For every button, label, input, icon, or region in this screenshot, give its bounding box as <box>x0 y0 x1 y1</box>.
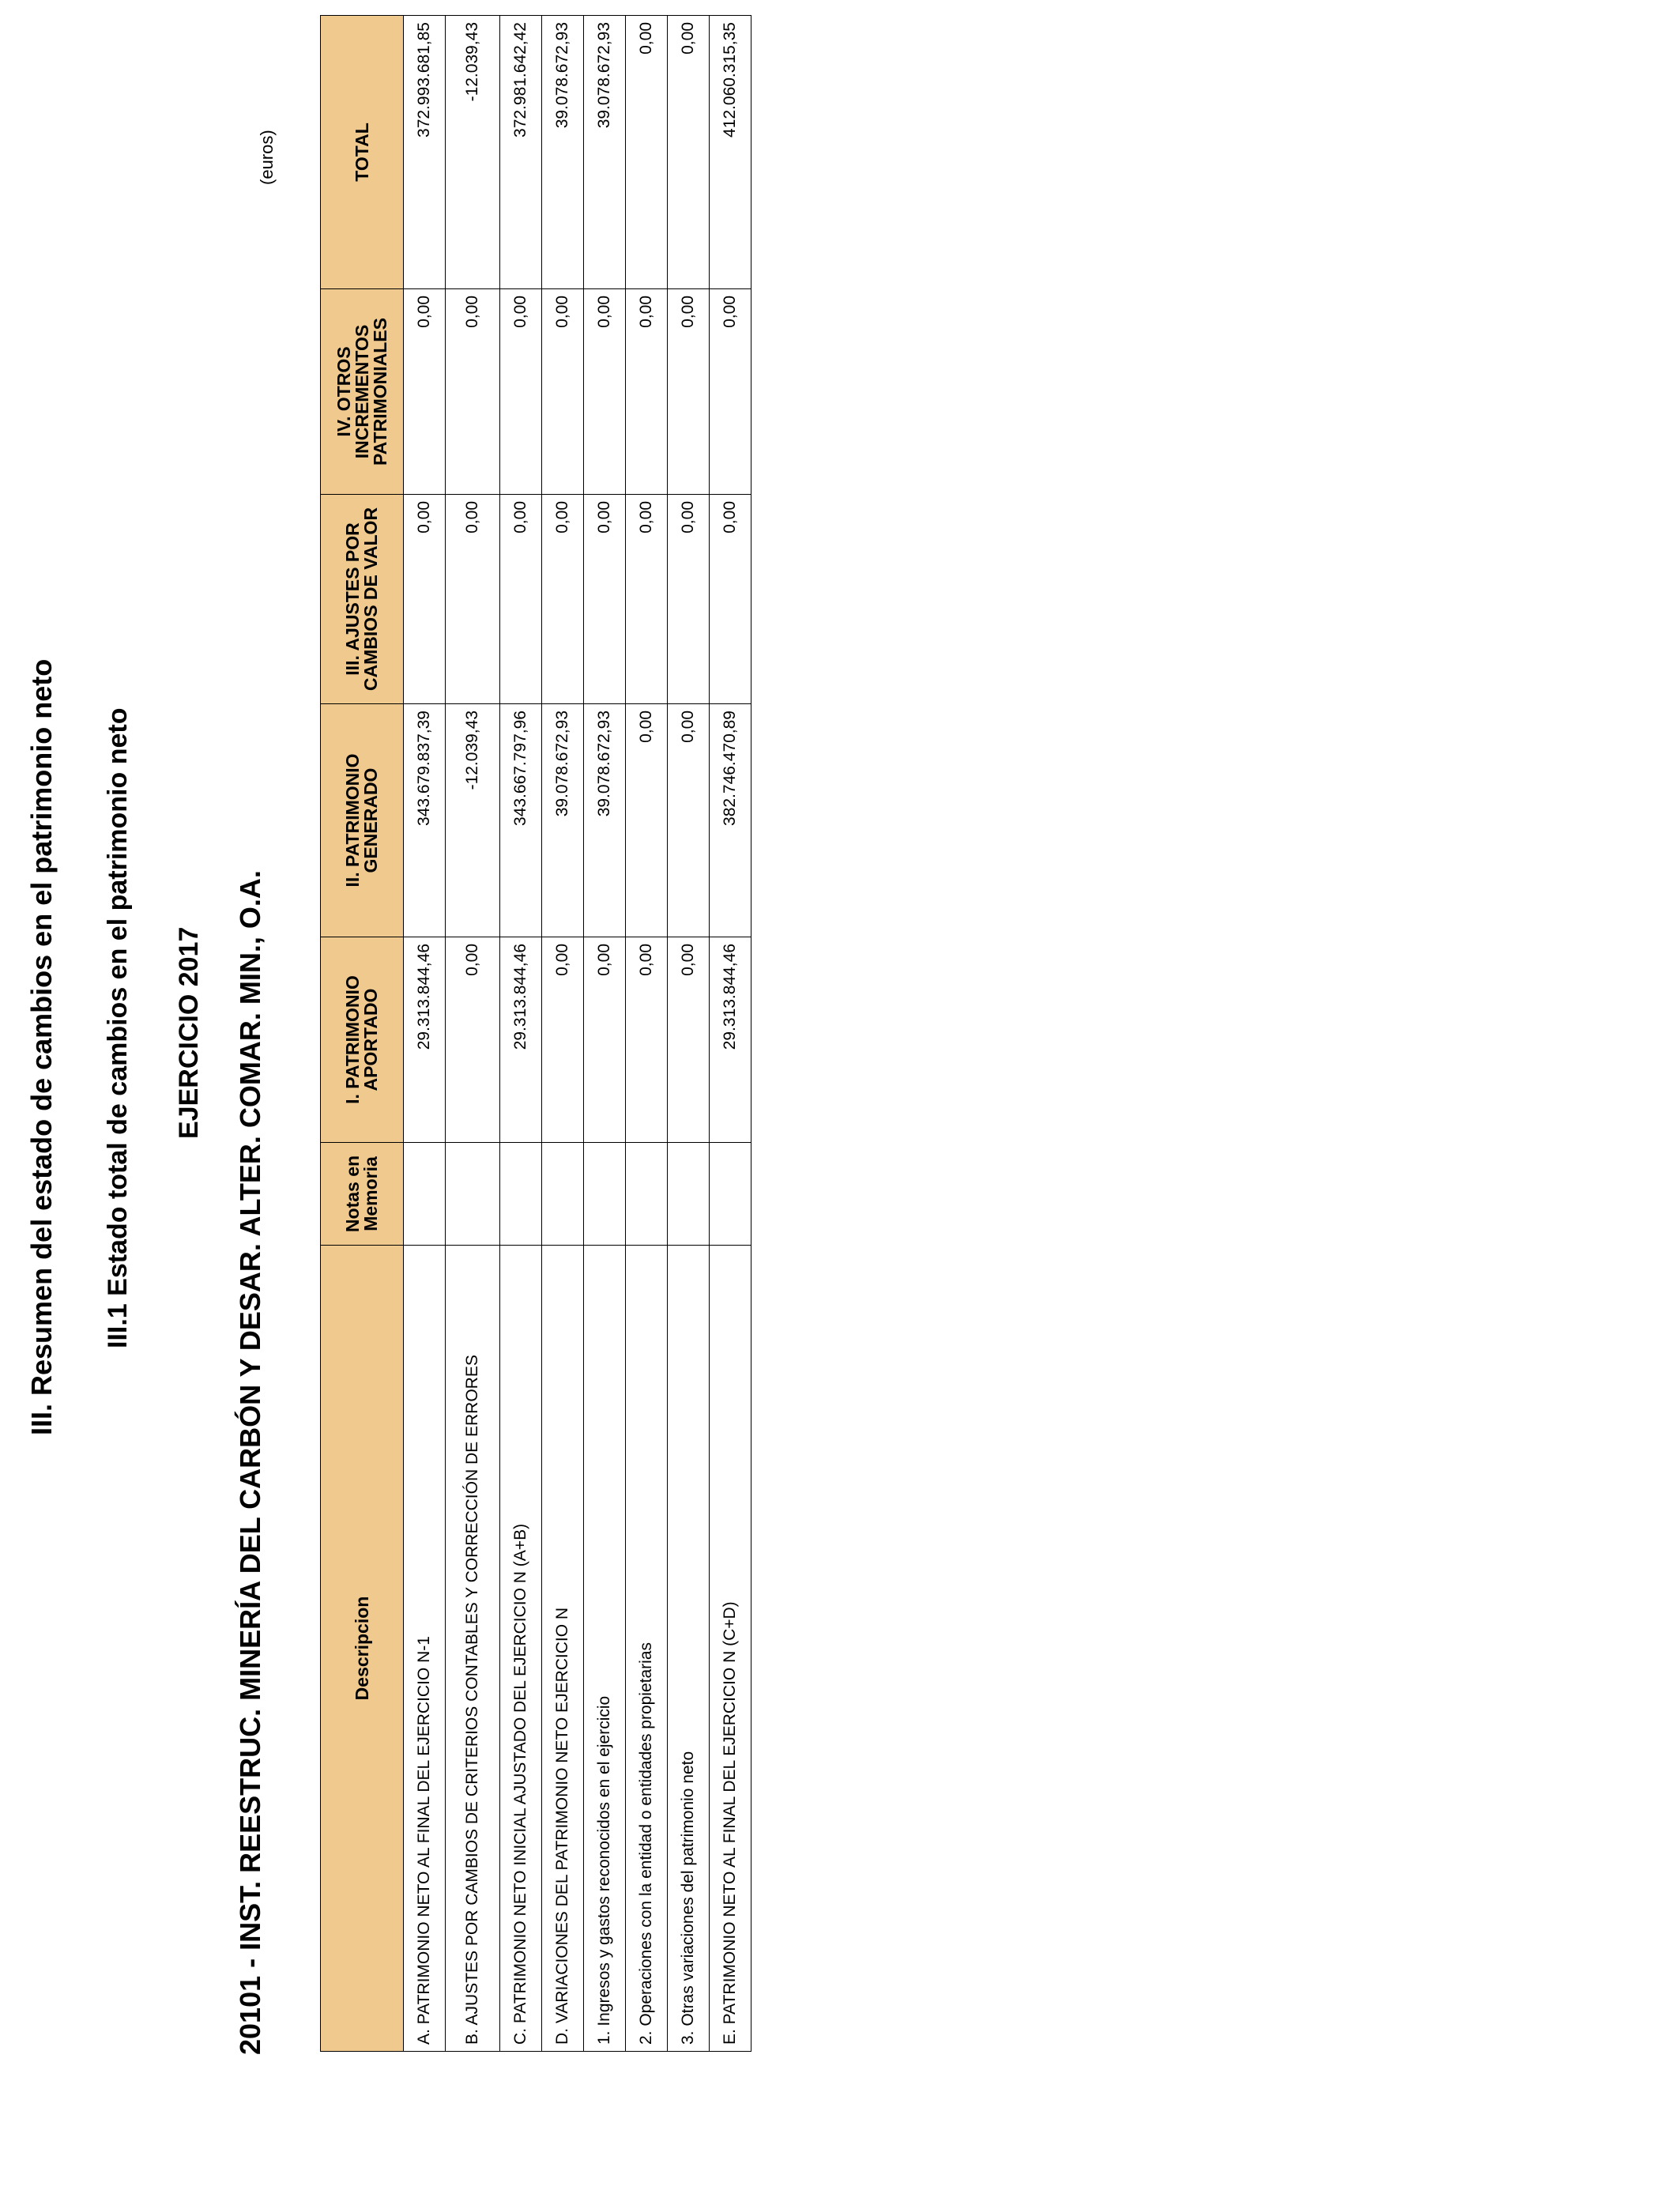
row-description: B. AJUSTES POR CAMBIOS DE CRITERIOS CONTABLES Y CORRECCIÓN DE ERRORES <box>446 1246 500 2052</box>
row-generado: 343.679.837,39 <box>404 704 446 937</box>
row-otros: 0,00 <box>584 289 626 495</box>
row-total: 372.993.681,85 <box>404 16 446 289</box>
row-total: 39.078.672,93 <box>584 16 626 289</box>
row-ajustes: 0,00 <box>404 495 446 704</box>
entity-name: 20101 - INST. REESTRUC. MINERÍA DEL CARBÓN Y DESAR. ALTER. COMAR. MIN., O.A. <box>234 870 266 2055</box>
header-total: TOTAL <box>321 16 404 289</box>
row-aportado: 0,00 <box>446 937 500 1143</box>
row-generado: 382.746.470,89 <box>710 704 751 937</box>
table-row <box>626 16 668 2052</box>
row-otros: 0,00 <box>446 289 500 495</box>
row-aportado: 0,00 <box>542 937 584 1143</box>
row-notes <box>542 1143 584 1246</box>
header-generado: II. PATRIMONIO GENERADO <box>321 704 404 937</box>
row-otros: 0,00 <box>500 289 542 495</box>
table-row <box>500 16 542 2052</box>
row-notes <box>710 1143 751 1246</box>
row-description: 2. Operaciones con la entidad o entidades propietarias <box>626 1246 668 2052</box>
row-description: 3. Otras variaciones del patrimonio neto <box>668 1246 710 2052</box>
row-aportado: 0,00 <box>584 937 626 1143</box>
table-row <box>542 16 584 2052</box>
section-title: III. Resumen del estado de cambios en el patrimonio neto <box>25 658 58 1435</box>
row-total: 0,00 <box>626 16 668 289</box>
header-descripcion: Descripcion <box>321 1246 404 2052</box>
row-aportado: 29.313.844,46 <box>710 937 751 1143</box>
row-description: 1. Ingresos y gastos reconocidos en el ejercicio <box>584 1246 626 2052</box>
table-row <box>404 16 446 2052</box>
equity-changes-table <box>320 15 751 2052</box>
row-notes <box>404 1143 446 1246</box>
header-ajustes: III. AJUSTES POR CAMBIOS DE VALOR <box>321 495 404 704</box>
row-otros: 0,00 <box>668 289 710 495</box>
row-total: 412.060.315,35 <box>710 16 751 289</box>
row-notes <box>668 1143 710 1246</box>
header-otros: IV. OTROS INCREMENTOS PATRIMONIALES <box>321 289 404 495</box>
row-generado: 39.078.672,93 <box>542 704 584 937</box>
row-description: A. PATRIMONIO NETO AL FINAL DEL EJERCICIO N-1 <box>404 1246 446 2052</box>
row-aportado: 29.313.844,46 <box>500 937 542 1143</box>
row-otros: 0,00 <box>542 289 584 495</box>
row-ajustes: 0,00 <box>500 495 542 704</box>
row-total: 372.981.642,42 <box>500 16 542 289</box>
row-otros: 0,00 <box>626 289 668 495</box>
row-ajustes: 0,00 <box>542 495 584 704</box>
row-generado: 0,00 <box>668 704 710 937</box>
subsection-title: III.1 Estado total de cambios en el patrimonio neto <box>103 707 133 1348</box>
row-generado: 0,00 <box>626 704 668 937</box>
row-total: 0,00 <box>668 16 710 289</box>
row-generado: -12.039,43 <box>446 704 500 937</box>
row-generado: 343.667.797,96 <box>500 704 542 937</box>
exercise-title: EJERCICIO 2017 <box>174 926 204 1139</box>
header-aportado: I. PATRIMONIO APORTADO <box>321 937 404 1143</box>
header-notas: Notas en Memoria <box>321 1143 404 1246</box>
row-description: D. VARIACIONES DEL PATRIMONIO NETO EJERCICIO N <box>542 1246 584 2052</box>
table-row <box>446 16 500 2052</box>
row-notes <box>446 1143 500 1246</box>
row-otros: 0,00 <box>710 289 751 495</box>
table-row <box>710 16 751 2052</box>
row-description: E. PATRIMONIO NETO AL FINAL DEL EJERCICIO N (C+D) <box>710 1246 751 2052</box>
row-ajustes: 0,00 <box>710 495 751 704</box>
row-notes <box>584 1143 626 1246</box>
table-row <box>584 16 626 2052</box>
table-row <box>668 16 710 2052</box>
row-generado: 39.078.672,93 <box>584 704 626 937</box>
row-notes <box>626 1143 668 1246</box>
row-otros: 0,00 <box>404 289 446 495</box>
row-description: C. PATRIMONIO NETO INICIAL AJUSTADO DEL EJERCICIO N (A+B) <box>500 1246 542 2052</box>
row-notes <box>500 1143 542 1246</box>
row-ajustes: 0,00 <box>584 495 626 704</box>
units-label: (euros) <box>257 130 277 185</box>
row-aportado: 29.313.844,46 <box>404 937 446 1143</box>
row-ajustes: 0,00 <box>626 495 668 704</box>
row-ajustes: 0,00 <box>668 495 710 704</box>
row-aportado: 0,00 <box>626 937 668 1143</box>
row-ajustes: 0,00 <box>446 495 500 704</box>
row-aportado: 0,00 <box>668 937 710 1143</box>
row-total: 39.078.672,93 <box>542 16 584 289</box>
row-total: -12.039,43 <box>446 16 500 289</box>
table-header-row <box>321 16 404 2052</box>
